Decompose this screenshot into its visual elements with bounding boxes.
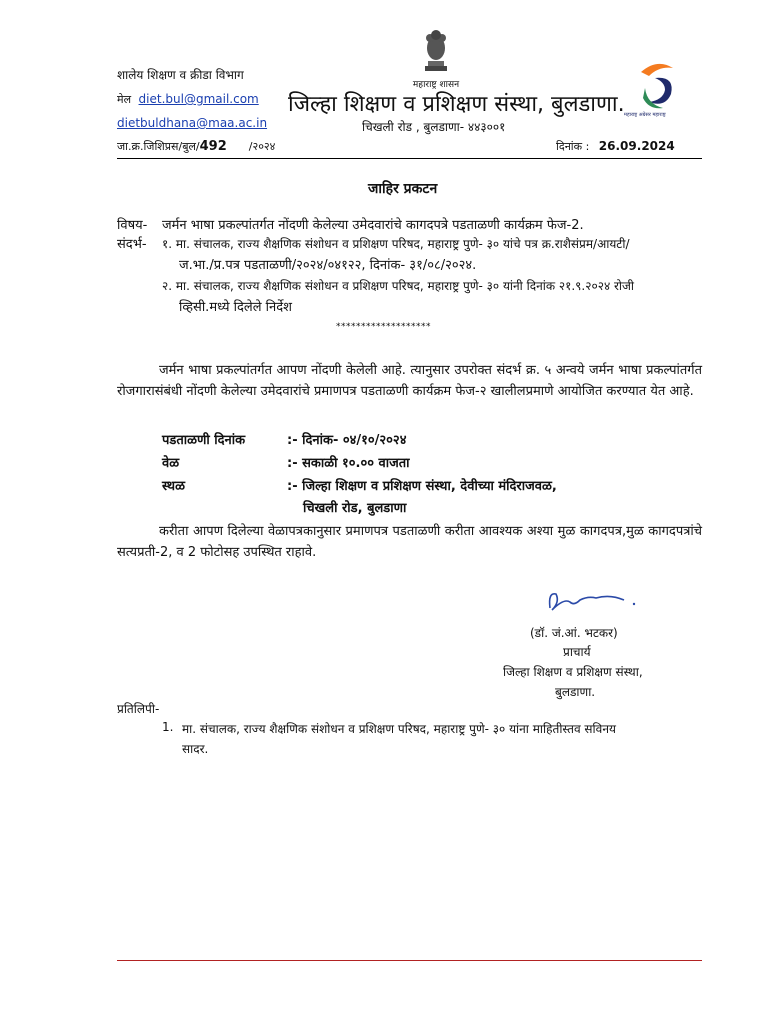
separator-stars: ******************* bbox=[336, 322, 431, 332]
signatory-place: बुलडाणा. bbox=[555, 685, 596, 699]
reference-2-line-1: २. मा. संचालक, राज्य शैक्षणिक संशोधन व प्रशिक्षण परिषद, महाराष्ट्र पुणे- ३० यांनी दिनांक २१.९.२०२४ रोजी bbox=[162, 279, 635, 293]
reference-number bbox=[117, 139, 275, 154]
copy-item-line-2: सादर. bbox=[182, 742, 209, 756]
copy-item-line-1: मा. संचालक, राज्य शैक्षणिक संशोधन व प्रशिक्षण परिषद, महाराष्ट्र पुणे- ३० यांना माहितीस्तव सविनय bbox=[182, 722, 616, 736]
notice-title: जाहिर प्रकटन bbox=[368, 181, 438, 197]
reference-value: 492 bbox=[199, 139, 227, 154]
institute-name: जिल्हा शिक्षण व प्रशिक्षण संस्था, बुलडाणा. bbox=[288, 92, 625, 117]
subject-label: विषय- bbox=[117, 218, 148, 233]
signature-scribble-icon bbox=[540, 588, 640, 618]
reference-year: /२०२४ bbox=[248, 140, 276, 153]
schedule-value-date: :- दिनांक- ०४/१०/२०२४ bbox=[287, 433, 407, 448]
reference-2-line-2: व्हिसी.मध्ये दिलेले निर्देश bbox=[179, 300, 293, 315]
schedule-label-date: पडताळणी दिनांक bbox=[162, 433, 246, 448]
department-name: शालेय शिक्षण व क्रीडा विभाग bbox=[117, 68, 244, 82]
schedule-venue-line-2: चिखली रोड, बुलडाणा bbox=[303, 501, 407, 516]
body-paragraph-1: जर्मन भाषा प्रकल्पांतर्गत आपण नोंदणी केलेली आहे. त्यानुसार उपरोक्त संदर्भ क्र. ५ अन्वये जर्मन भाषा प्रकल्पांतर्गत रोजगारासंबंधी नोंदणी केलेल्या उमेदवारांचे प्रमाणपत्र पडताळणी कार्यक्रम फेज-२ खालीलप्रमाणे आयोजित करण्यात येत आहे. bbox=[117, 363, 702, 399]
body-paragraph-2: करीता आपण दिलेल्या वेळापत्रकानुसार प्रमाणपत्र पडताळणी करीता आवश्यक अश्या मुळ कागदपत्र,मुळ कागदपत्रांचे सत्यप्रती-2, व 2 फोटोसह उपस्थित राहावे. bbox=[117, 524, 702, 560]
reference-prefix: जा.क्र.जिशिप्रस/बुल/ bbox=[117, 140, 200, 153]
date-value: 26.09.2024 bbox=[598, 139, 675, 153]
reference-1-line-1: १. मा. संचालक, राज्य शैक्षणिक संशोधन व प्रशिक्षण परिषद, महाराष्ट्र पुणे- ३० यांचे पत्र क्र.राशैसंप्रम/आयटी/ bbox=[162, 237, 630, 251]
signatory-designation: प्राचार्य bbox=[563, 645, 591, 659]
reference-label: संदर्भ- bbox=[117, 237, 147, 252]
email-row bbox=[117, 92, 259, 107]
footer-divider bbox=[117, 960, 702, 961]
signatory-name: (डॉ. जं.आं. भटकर) bbox=[530, 626, 618, 640]
email-label: मेल bbox=[117, 93, 132, 106]
schedule-value-venue: :- जिल्हा शिक्षण व प्रशिक्षण संस्था, देवीच्या मंदिराजवळ, bbox=[287, 479, 557, 494]
email-link-primary[interactable]: diet.bul@gmail.com bbox=[138, 92, 259, 106]
date-label: दिनांक : bbox=[556, 140, 590, 153]
government-caption: महाराष्ट्र शासन bbox=[412, 80, 460, 90]
schedule-label-time: वेळ bbox=[162, 456, 180, 471]
copy-to-label: प्रतिलिपी- bbox=[117, 702, 160, 716]
copy-item-number: 1. bbox=[162, 720, 174, 734]
email-link-secondary[interactable]: dietbuldhana@maa.ac.in bbox=[117, 116, 268, 130]
schedule-label-venue: स्थळ bbox=[162, 479, 185, 494]
state-emblem-icon bbox=[420, 28, 452, 74]
reference-1-line-2: ज.भा./प्र.पत्र पडताळणी/२०२४/०४१२२, दिनांक- ३१/०८/२०२४. bbox=[179, 258, 477, 273]
header-divider bbox=[117, 158, 702, 159]
institute-address: चिखली रोड , बुलडाणा- ४४३००१ bbox=[362, 120, 506, 134]
subject-text: जर्मन भाषा प्रकल्पांतर्गत नोंदणी केलेल्या उमेदवारांचे कागदपत्रे पडताळणी कार्यक्रम फेज-2. bbox=[162, 218, 584, 233]
logo-tagline: महाराष्ट्र अग्रेसर महाराष्ट्र bbox=[624, 112, 666, 118]
signatory-organisation: जिल्हा शिक्षण व प्रशिक्षण संस्था, bbox=[503, 665, 643, 679]
schedule-value-time: :- सकाळी १०.०० वाजता bbox=[287, 456, 410, 471]
letter-date bbox=[556, 139, 675, 154]
